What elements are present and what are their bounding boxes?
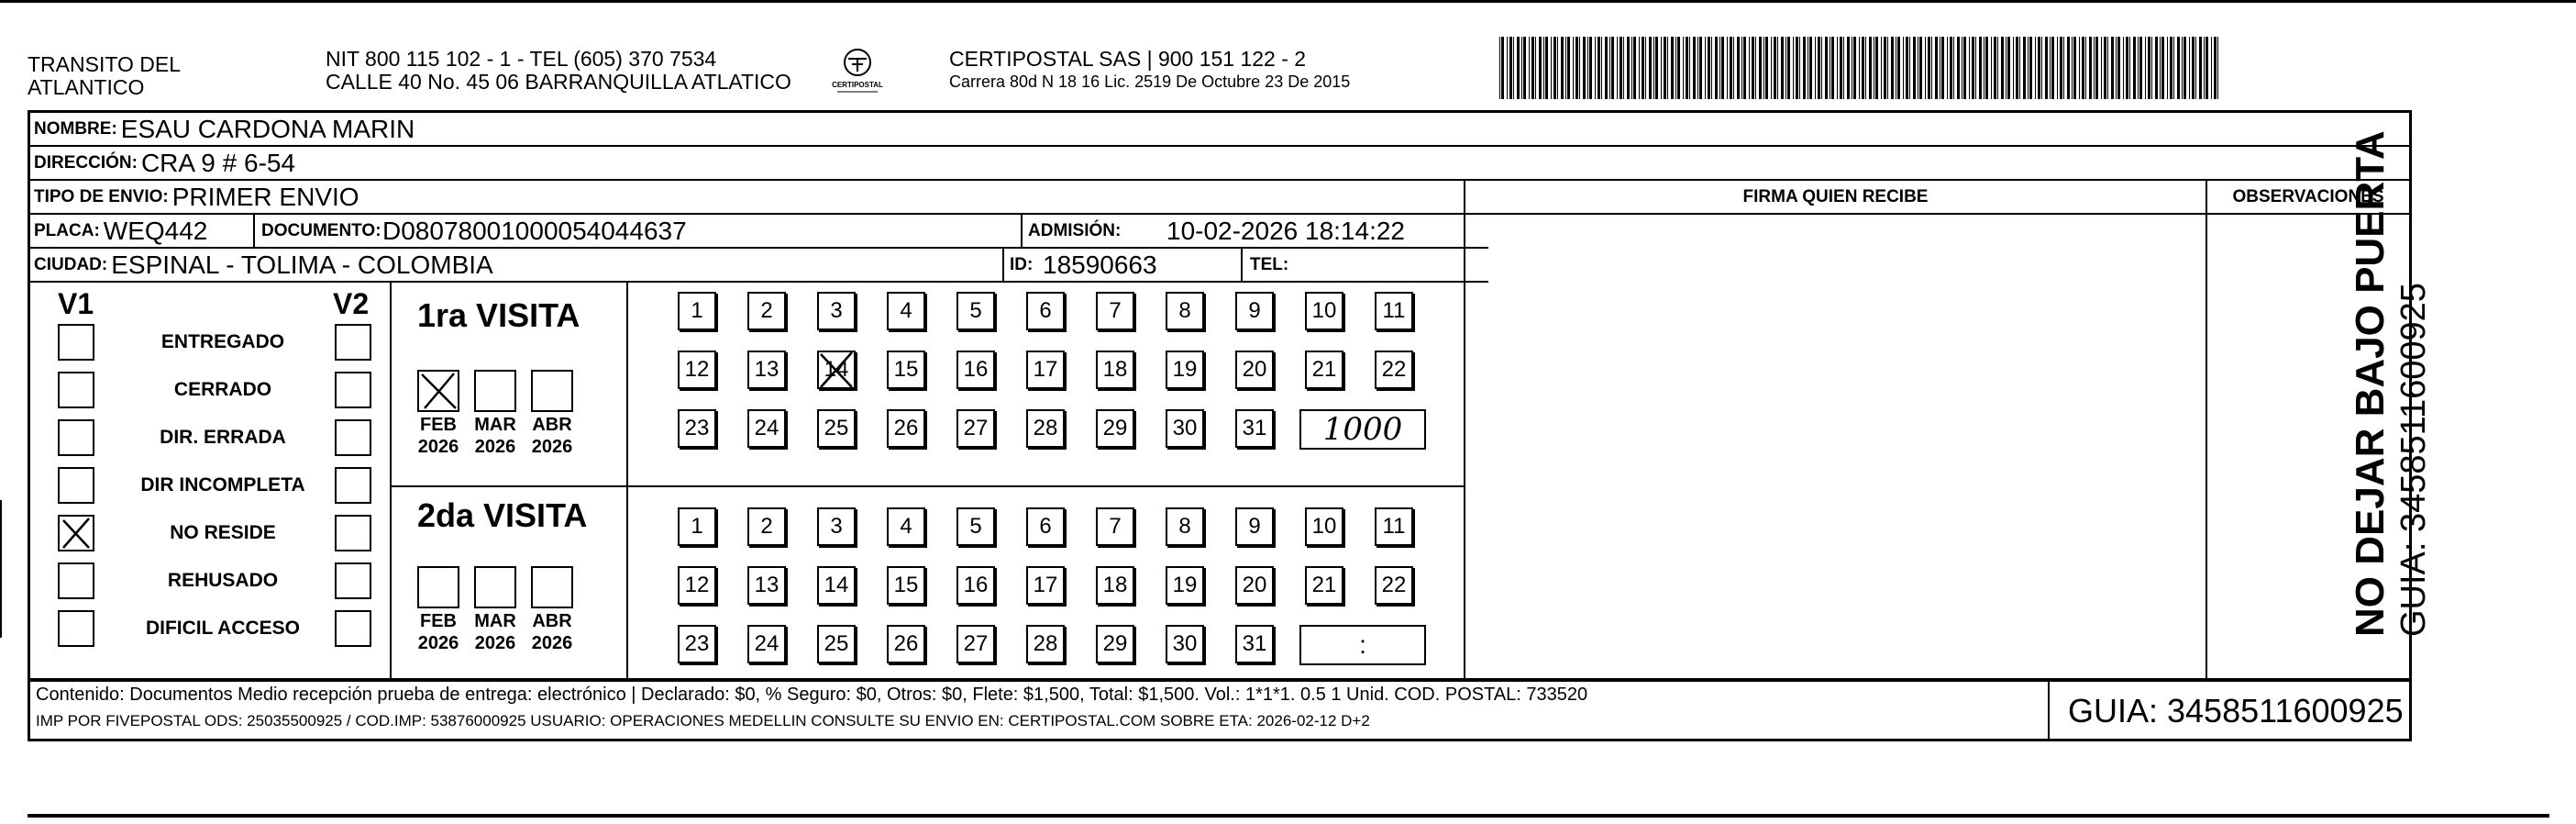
v2-checkbox-no-reside[interactable] xyxy=(335,515,371,551)
day-cross-mark-icon xyxy=(815,349,857,395)
month-name: FEB xyxy=(420,415,457,435)
visit2-day-29[interactable]: 29 xyxy=(1096,625,1134,663)
logo-text: CERTIPOSTAL xyxy=(832,81,883,89)
sep-ciudad-id xyxy=(1002,249,1004,283)
nit-line: NIT 800 115 102 - 1 - TEL (605) 370 7534 xyxy=(326,47,717,71)
v2-checkbox-rehusado[interactable] xyxy=(335,562,371,599)
check-x-icon xyxy=(60,517,93,550)
visit2-time-box[interactable]: : xyxy=(1299,625,1426,665)
visit1-day-14[interactable]: 14 xyxy=(817,351,856,389)
firma-header xyxy=(1465,181,2206,215)
visit1-day-1[interactable]: 1 xyxy=(678,292,716,330)
documento-value: D08078001000054044637 xyxy=(382,216,687,245)
admision-value: 10-02-2026 18:14:22 xyxy=(1166,216,1405,245)
month-name: ABR xyxy=(532,611,572,631)
sep-id-tel xyxy=(1241,249,1243,283)
visit1-day-13[interactable]: 13 xyxy=(747,351,786,389)
v2-checkbox-dir-incompleta[interactable] xyxy=(335,467,371,504)
visit2-day-15[interactable]: 15 xyxy=(887,566,925,605)
month-year: 2026 xyxy=(474,633,516,653)
status-label-rehusado: REHUSADO xyxy=(167,570,279,591)
visit1-day-21[interactable]: 21 xyxy=(1305,351,1343,389)
visit1-day-9[interactable]: 9 xyxy=(1235,292,1274,330)
id-value: 18590663 xyxy=(1043,250,1157,279)
visit2-day-27[interactable]: 27 xyxy=(956,625,995,663)
v1-checkbox-entregado[interactable] xyxy=(58,324,94,361)
visit1-day-6[interactable]: 6 xyxy=(1026,292,1065,330)
visit2-day-9[interactable]: 9 xyxy=(1235,507,1274,546)
imp-text: IMP POR FIVEPOSTAL ODS: 25035500925 / COD.IMP: 53876000925 USUARIO: OPERACIONES MEDELLIN CONSULTE SU ENVIO EN: CERTIPOSTAL.COM SOBRE ETA: 2026-02-12 D+2 xyxy=(36,712,1370,729)
nombre-row xyxy=(30,113,2409,147)
visit2-month-label-abr xyxy=(525,610,580,654)
tel-label: TEL: xyxy=(1250,254,1289,274)
footer-guia-sep xyxy=(2048,679,2050,739)
visit1-day-26[interactable]: 26 xyxy=(887,409,925,448)
visit2-month-label-feb xyxy=(411,610,466,654)
firma-label: FIRMA QUIEN RECIBE xyxy=(1742,186,1929,206)
side-text xyxy=(2348,128,2494,642)
direccion-row xyxy=(30,147,2409,181)
visit2-day-1[interactable]: 1 xyxy=(678,507,716,546)
visit1-day-29[interactable]: 29 xyxy=(1096,409,1134,448)
visit2-day-17[interactable]: 17 xyxy=(1026,566,1065,605)
placa-value: WEQ442 xyxy=(103,216,208,245)
visit1-day-18[interactable]: 18 xyxy=(1096,351,1134,389)
visit2-month-checkbox-feb[interactable] xyxy=(417,566,459,608)
v1-checkbox-dificil-acceso[interactable] xyxy=(58,610,94,647)
visit2-day-26[interactable]: 26 xyxy=(887,625,925,663)
courier-line1: CERTIPOSTAL SAS | 900 151 122 - 2 xyxy=(949,47,1307,71)
status-label-dificil-acceso: DIFICIL ACCESO xyxy=(145,618,300,639)
issuer-contact xyxy=(326,48,791,94)
visit1-day-28[interactable]: 28 xyxy=(1026,409,1065,448)
visit1-day-7[interactable]: 7 xyxy=(1096,292,1134,330)
visit1-day-31[interactable]: 31 xyxy=(1235,409,1274,448)
month-year: 2026 xyxy=(474,437,516,457)
v2-label: V2 xyxy=(333,287,370,320)
nombre-value: ESAU CARDONA MARIN xyxy=(120,114,415,143)
visit1-month-label-mar xyxy=(468,414,523,458)
courier-line2: Carrera 80d N 18 16 Lic. 2519 De Octubre 23 De 2015 xyxy=(949,72,1351,91)
visit1-day-20[interactable]: 20 xyxy=(1235,351,1274,389)
documento-label: DOCUMENTO: xyxy=(261,220,381,240)
sep-month-days xyxy=(626,283,628,678)
footer-guia: GUIA: 3458511600925 xyxy=(2068,692,2404,729)
issuer-line1: TRANSITO DEL xyxy=(28,52,181,76)
bottom-rule xyxy=(28,814,2549,818)
visit2-day-31[interactable]: 31 xyxy=(1235,625,1274,663)
ciudad-row xyxy=(30,249,1488,283)
visit1-day-17[interactable]: 17 xyxy=(1026,351,1065,389)
visit2-month-checkbox-mar[interactable] xyxy=(474,566,516,608)
status-label-dir-errada: DIR. ERRADA xyxy=(160,427,286,448)
sep-placa-doc xyxy=(253,215,255,249)
visit1-month-checkbox-feb[interactable] xyxy=(417,370,459,412)
v1-checkbox-dir-errada[interactable] xyxy=(58,419,94,456)
tipo-value: PRIMER ENVIO xyxy=(171,182,359,211)
visit1-day-30[interactable]: 30 xyxy=(1166,409,1204,448)
visit2-day-2[interactable]: 2 xyxy=(747,507,786,546)
visit1-day-10[interactable]: 10 xyxy=(1305,292,1343,330)
footer-box xyxy=(28,679,2412,741)
visit2-day-8[interactable]: 8 xyxy=(1166,507,1204,546)
v1-label: V1 xyxy=(58,287,94,320)
month-name: MAR xyxy=(474,611,516,631)
visit2-month-checkbox-abr[interactable] xyxy=(531,566,573,608)
certipostal-logo xyxy=(830,46,885,96)
no-dejar-bajo-puerta: NO DEJAR BAJO PUERTA xyxy=(2348,130,2393,637)
visit2-day-24[interactable]: 24 xyxy=(747,625,786,663)
visit2-day-18[interactable]: 18 xyxy=(1096,566,1134,605)
month-name: FEB xyxy=(420,611,457,631)
visit1-month-checkbox-abr[interactable] xyxy=(531,370,573,412)
visit2-day-3[interactable]: 3 xyxy=(817,507,856,546)
visit2-day-7[interactable]: 7 xyxy=(1096,507,1134,546)
direccion-label: DIRECCIÓN: xyxy=(34,152,138,173)
month-year: 2026 xyxy=(417,437,459,457)
obs-label: OBSERVACIONES xyxy=(2232,186,2384,206)
visit1-day-19[interactable]: 19 xyxy=(1166,351,1204,389)
visit1-day-25[interactable]: 25 xyxy=(817,409,856,448)
visit2-day-16[interactable]: 16 xyxy=(956,566,995,605)
visit2-day-5[interactable]: 5 xyxy=(956,507,995,546)
main-form xyxy=(28,110,2412,681)
v1-checkbox-cerrado[interactable] xyxy=(58,372,94,408)
v2-checkbox-entregado[interactable] xyxy=(335,324,371,361)
ciudad-label: CIUDAD: xyxy=(34,254,108,274)
top-border xyxy=(0,0,2576,3)
left-tick xyxy=(0,500,2,638)
visit2-day-11[interactable]: 11 xyxy=(1375,507,1413,546)
v2-checkbox-cerrado[interactable] xyxy=(335,372,371,408)
visit1-title: 1ra VISITA xyxy=(417,296,580,334)
v2-checkbox-dir-errada[interactable] xyxy=(335,419,371,456)
nombre-label: NOMBRE: xyxy=(34,118,117,139)
visit2-day-19[interactable]: 19 xyxy=(1166,566,1204,605)
visit1-day-3[interactable]: 3 xyxy=(817,292,856,330)
issuer-name xyxy=(28,53,181,99)
visit1-day-8[interactable]: 8 xyxy=(1166,292,1204,330)
admision-label: ADMISIÓN: xyxy=(1028,220,1122,240)
visit2-day-25[interactable]: 25 xyxy=(817,625,856,663)
visit1-month-label-feb xyxy=(411,414,466,458)
visit1-day-15[interactable]: 15 xyxy=(887,351,925,389)
visit2-day-23[interactable]: 23 xyxy=(678,625,716,663)
sep-status-visit xyxy=(390,283,392,678)
v1-checkbox-no-reside[interactable] xyxy=(58,515,94,551)
side-guia: GUIA: 3458511600925 xyxy=(2394,283,2433,637)
sep-doc-admision xyxy=(1021,215,1023,249)
visit1-time-box[interactable]: 1000 xyxy=(1299,409,1426,450)
address-line: CALLE 40 No. 45 06 BARRANQUILLA ATLATICO xyxy=(326,70,791,94)
month-year: 2026 xyxy=(417,633,459,653)
visit2-day-13[interactable]: 13 xyxy=(747,566,786,605)
status-label-entregado: ENTREGADO xyxy=(160,331,285,352)
check-x-icon xyxy=(419,372,458,410)
signature-area[interactable] xyxy=(1465,215,2206,678)
visit2-day-30[interactable]: 30 xyxy=(1166,625,1204,663)
visit1-day-4[interactable]: 4 xyxy=(887,292,925,330)
visit1-day-5[interactable]: 5 xyxy=(956,292,995,330)
status-label-cerrado: CERRADO xyxy=(173,379,272,400)
visit1-day-2[interactable]: 2 xyxy=(747,292,786,330)
month-year: 2026 xyxy=(531,437,573,457)
month-name: ABR xyxy=(532,415,572,435)
visit1-month-label-abr xyxy=(525,414,580,458)
tipo-label: TIPO DE ENVIO: xyxy=(34,186,169,206)
contenido-text: Contenido: Documentos Medio recepción prueba de entrega: electrónico | Declarado: $0, % Seguro: $0, Otros: $0, Flete: $1,500, Total: $1,500. Vol.: 1*1*1. 0.5 1 Unid. COD. POSTAL: 733520 xyxy=(36,685,1588,705)
v1-checkbox-dir-incompleta[interactable] xyxy=(58,467,94,504)
month-name: MAR xyxy=(474,415,516,435)
barcode xyxy=(1499,37,2224,99)
visit2-day-28[interactable]: 28 xyxy=(1026,625,1065,663)
visit1-day-27[interactable]: 27 xyxy=(956,409,995,448)
visit1-day-11[interactable]: 11 xyxy=(1375,292,1413,330)
month-year: 2026 xyxy=(531,633,573,653)
placa-row xyxy=(30,215,1488,249)
visit2-day-6[interactable]: 6 xyxy=(1026,507,1065,546)
v1-checkbox-rehusado[interactable] xyxy=(58,562,94,599)
status-label-no-reside: NO RESIDE xyxy=(170,522,276,543)
visit2-month-label-mar xyxy=(468,610,523,654)
id-label: ID: xyxy=(1010,254,1034,274)
visit1-day-24[interactable]: 24 xyxy=(747,409,786,448)
ciudad-value: ESPINAL - TOLIMA - COLOMBIA xyxy=(111,250,493,279)
visit1-day-16[interactable]: 16 xyxy=(956,351,995,389)
visit2-day-10[interactable]: 10 xyxy=(1305,507,1343,546)
visit2-day-21[interactable]: 21 xyxy=(1305,566,1343,605)
visit2-day-4[interactable]: 4 xyxy=(887,507,925,546)
visit1-day-12[interactable]: 12 xyxy=(678,351,716,389)
direccion-value: CRA 9 # 6-54 xyxy=(140,148,296,177)
visit2-day-20[interactable]: 20 xyxy=(1235,566,1274,605)
visit2-day-14[interactable]: 14 xyxy=(817,566,856,605)
visit2-day-12[interactable]: 12 xyxy=(678,566,716,605)
courier-info xyxy=(949,48,1350,92)
status-label-dir-incompleta: DIR INCOMPLETA xyxy=(140,474,305,496)
visit2-day-22[interactable]: 22 xyxy=(1375,566,1413,605)
visit2-title: 2da VISITA xyxy=(417,496,588,534)
v2-checkbox-dificil-acceso[interactable] xyxy=(335,610,371,647)
visit1-month-checkbox-mar[interactable] xyxy=(474,370,516,412)
visit1-day-23[interactable]: 23 xyxy=(678,409,716,448)
placa-label: PLACA: xyxy=(34,220,100,240)
issuer-line2: ATLANTICO xyxy=(28,75,145,99)
sep-visit1-visit2 xyxy=(392,485,1464,487)
visit1-day-22[interactable]: 22 xyxy=(1375,351,1413,389)
